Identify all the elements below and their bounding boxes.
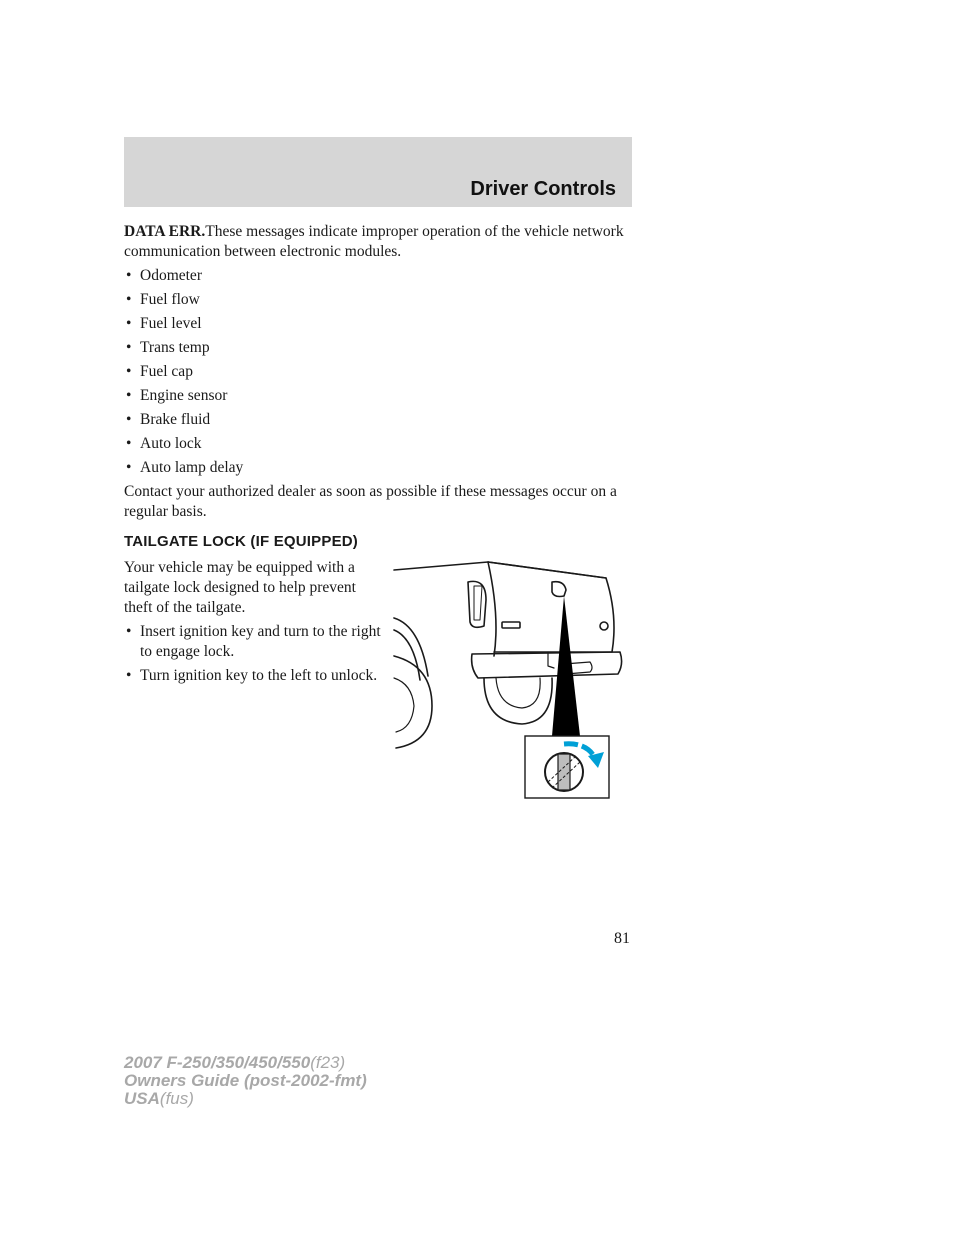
list-item: • Fuel level	[126, 315, 202, 332]
lock-callout-pointer	[552, 596, 580, 736]
tailgate-emblem-outline	[502, 622, 520, 628]
tailgate-description: Your vehicle may be equipped with a tailgate lock designed to help prevent theft of the tailgate.	[124, 559, 356, 616]
footer-line-2: Owners Guide (post-2002-fmt)	[124, 1071, 367, 1090]
bullet-icon: •	[126, 667, 132, 684]
section-title: Driver Controls	[470, 178, 616, 200]
page-number: 81	[614, 930, 630, 947]
bullet-icon: •	[126, 411, 132, 428]
tailgate-text-block	[124, 558, 386, 686]
tailgate-steps	[124, 622, 386, 686]
bullet-icon: •	[126, 623, 132, 640]
list-item: • Insert ignition key and turn to the right to engage lock.	[126, 623, 381, 660]
list-item: • Engine sensor	[126, 387, 228, 404]
hitch-outline	[548, 652, 554, 668]
list-item: • Fuel cap	[126, 363, 193, 380]
bullet-icon: •	[126, 291, 132, 308]
message-list	[124, 266, 630, 478]
list-item: • Auto lock	[126, 435, 202, 452]
bullet-icon: •	[126, 363, 132, 380]
spare-tire-outline	[484, 678, 552, 724]
spare-tire-inner-outline	[496, 678, 540, 708]
footer-line-3: USA(fus)	[124, 1089, 194, 1108]
data-err-paragraph	[124, 222, 630, 262]
rear-wheel-inner-outline	[394, 678, 414, 732]
section-header-band	[124, 137, 632, 207]
tailgate-lock-illustration	[392, 556, 632, 802]
data-err-description: These messages indicate improper operation of the vehicle network communication between electronic modules.	[124, 223, 624, 260]
list-item: • Odometer	[126, 267, 202, 284]
tailgate-panel-outline	[488, 562, 614, 652]
bed-side-outline	[488, 562, 496, 656]
bullet-icon: •	[126, 339, 132, 356]
reflector-outline	[600, 622, 608, 630]
footer-line-1: 2007 F-250/350/450/550(f23)	[124, 1053, 346, 1072]
tail-lamp-inner-outline	[474, 586, 482, 620]
key-slot-icon	[558, 754, 570, 790]
document-footer	[124, 1054, 367, 1108]
list-item: • Trans temp	[126, 339, 210, 356]
contact-paragraph: Contact your authorized dealer as soon as possible if these messages occur on a regular basis.	[124, 483, 617, 520]
data-err-term: DATA ERR.	[124, 223, 206, 240]
bullet-icon: •	[126, 315, 132, 332]
bullet-icon: •	[126, 459, 132, 476]
tailgate-lock-heading: TAILGATE LOCK (IF EQUIPPED)	[124, 533, 359, 550]
list-item: • Fuel flow	[126, 291, 200, 308]
tailgate-handle-outline	[552, 582, 566, 597]
list-item: • Turn ignition key to the left to unlock.	[126, 667, 378, 684]
bullet-icon: •	[126, 387, 132, 404]
list-item: • Auto lamp delay	[126, 459, 244, 476]
bullet-icon: •	[126, 435, 132, 452]
bullet-icon: •	[126, 267, 132, 284]
list-item: • Brake fluid	[126, 411, 211, 428]
